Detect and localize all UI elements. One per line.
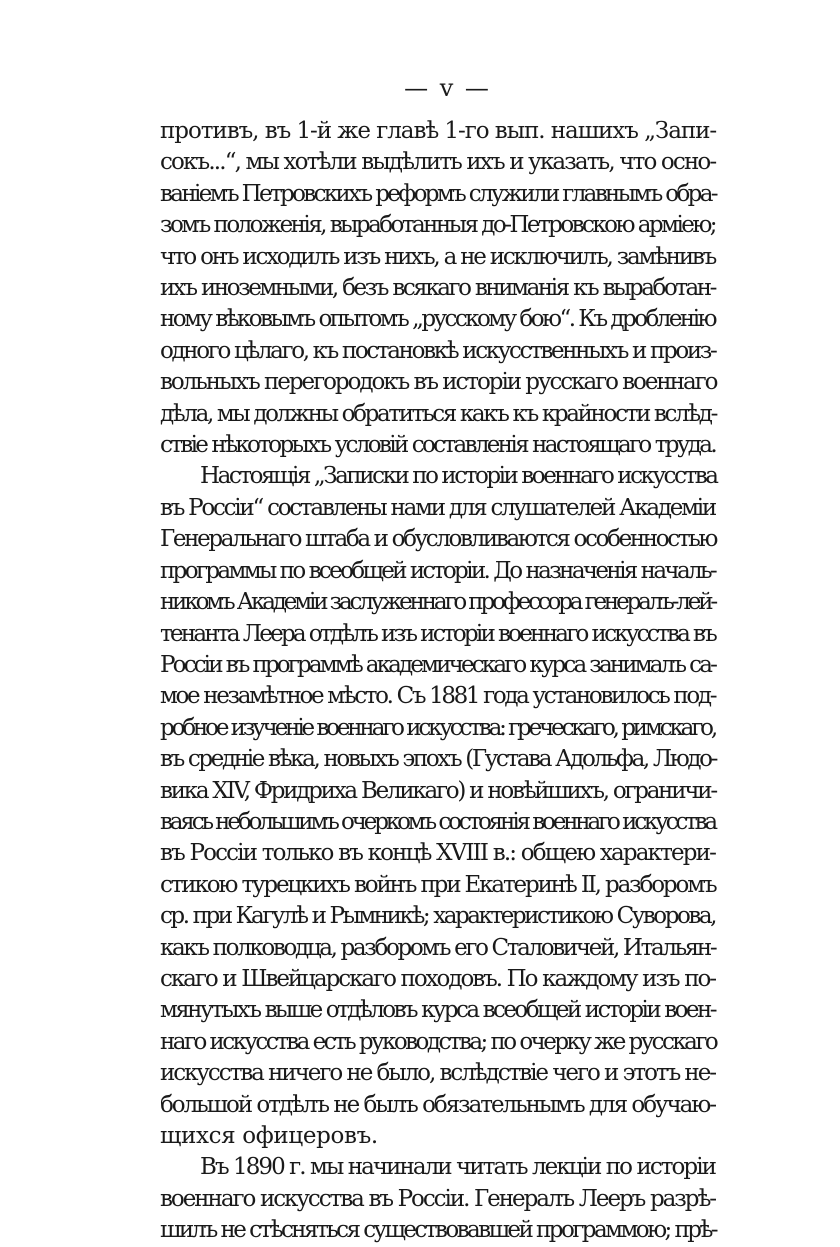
text-line: мое незамѣтное мѣсто. Съ 1881 года установилось под- <box>160 683 716 710</box>
paragraph <box>160 116 715 461</box>
text-line: никомъ Академіи заслуженнаго профессора генералъ-лей- <box>160 589 715 616</box>
text-line: большой отдѣлъ не былъ обязательнымъ для обучаю- <box>160 1091 715 1118</box>
text-line: скаго и Швейцарскаго походовъ. По каждому изъ по- <box>160 965 715 992</box>
text-line: ствіе нѣкоторыхъ условій составленія настоящаго труда. <box>160 432 715 459</box>
text-line: какъ полководца, разборомъ его Сталовичей, Итальян- <box>160 934 716 961</box>
page-number: — v — <box>404 74 491 102</box>
text-line: ихъ иноземными, безъ всякаго вниманія къ выработан- <box>160 275 715 302</box>
text-line: ному вѣковымъ опытомъ „русскому бою“. Къ дробленію <box>160 306 715 333</box>
text-line: наго искусства есть руководства; по очерку же русскаго <box>160 1028 717 1055</box>
text-line: что онъ исходилъ изъ нихъ, а не исключилъ, замѣнивъ <box>160 243 715 270</box>
text-line: зомъ положенія, выработанныя до-Петровскою арміею; <box>160 212 715 239</box>
paragraph <box>160 1152 715 1246</box>
text-line: Въ 1890 г. мы начинали читать лекціи по исторіи <box>200 1154 715 1181</box>
text-line: дѣла, мы должны обратиться какъ къ крайности вслѣд- <box>160 400 717 427</box>
text-line: Генеральнаго штаба и обусловливаются особенностью <box>160 526 717 553</box>
text-line: одного цѣлаго, къ постановкѣ искусственныхъ и произ- <box>160 337 716 364</box>
text-line: въ Россіи только въ концѣ XVIII в.: общею характери- <box>160 840 715 867</box>
text-line: ср. при Кагулѣ и Рымникѣ; характеристикою Суворова, <box>160 903 715 930</box>
body-text <box>160 116 715 1247</box>
text-line: робное изученіе военнаго искусства: греческаго, римскаго, <box>160 714 715 741</box>
page <box>160 70 715 1247</box>
text-line: Настоящія „Записки по исторіи военнаго искусства <box>200 463 717 490</box>
paragraph <box>160 461 715 1152</box>
text-line: сокъ...“, мы хотѣли выдѣлить ихъ и указать, что осно- <box>160 149 716 176</box>
text-line: стикою турецкихъ войнъ при Екатеринѣ II, разборомъ <box>160 871 716 898</box>
text-line: вольныхъ перегородокъ въ исторіи русскаго военнаго <box>160 369 717 396</box>
text-line: искусства ничего не было, вслѣдствіе чего и этотъ не- <box>160 1060 715 1087</box>
text-line: военнаго искусства въ Россіи. Генералъ Лееръ разрѣ- <box>160 1185 715 1212</box>
text-line: ваніемъ Петровскихъ реформъ служили главнымъ обра- <box>160 180 716 207</box>
text-line: тенанта Леера отдѣлъ изъ исторіи военнаго искусства въ <box>160 620 715 647</box>
text-line: противъ, въ 1-й же главѣ 1-го вып. нашихъ „Запи- <box>160 118 717 144</box>
text-line: ваясь небольшимъ очеркомъ состоянія военнаго искусства <box>160 808 715 835</box>
text-line: шилъ не стѣсняться существовавшей программою; прѣ- <box>160 1217 717 1244</box>
text-line: Россіи въ программѣ академическаго курса занималъ са- <box>160 651 715 678</box>
text-line: въ средніе вѣка, новыхъ эпохъ (Густава Адольфа, Людо- <box>160 746 717 773</box>
text-line: вика XIV, Фридриха Великаго) и новѣйшихъ, ограничи- <box>160 777 716 804</box>
text-line: программы по всеобщей исторіи. До назначенія началь- <box>160 557 715 584</box>
text-line: щихся офицеровъ. <box>160 1123 378 1149</box>
text-line: мянутыхъ выше отдѣловъ курса всеобщей исторіи воен- <box>160 997 715 1024</box>
text-line: въ Россіи“ составлены нами для слушателей Академіи <box>160 494 715 521</box>
